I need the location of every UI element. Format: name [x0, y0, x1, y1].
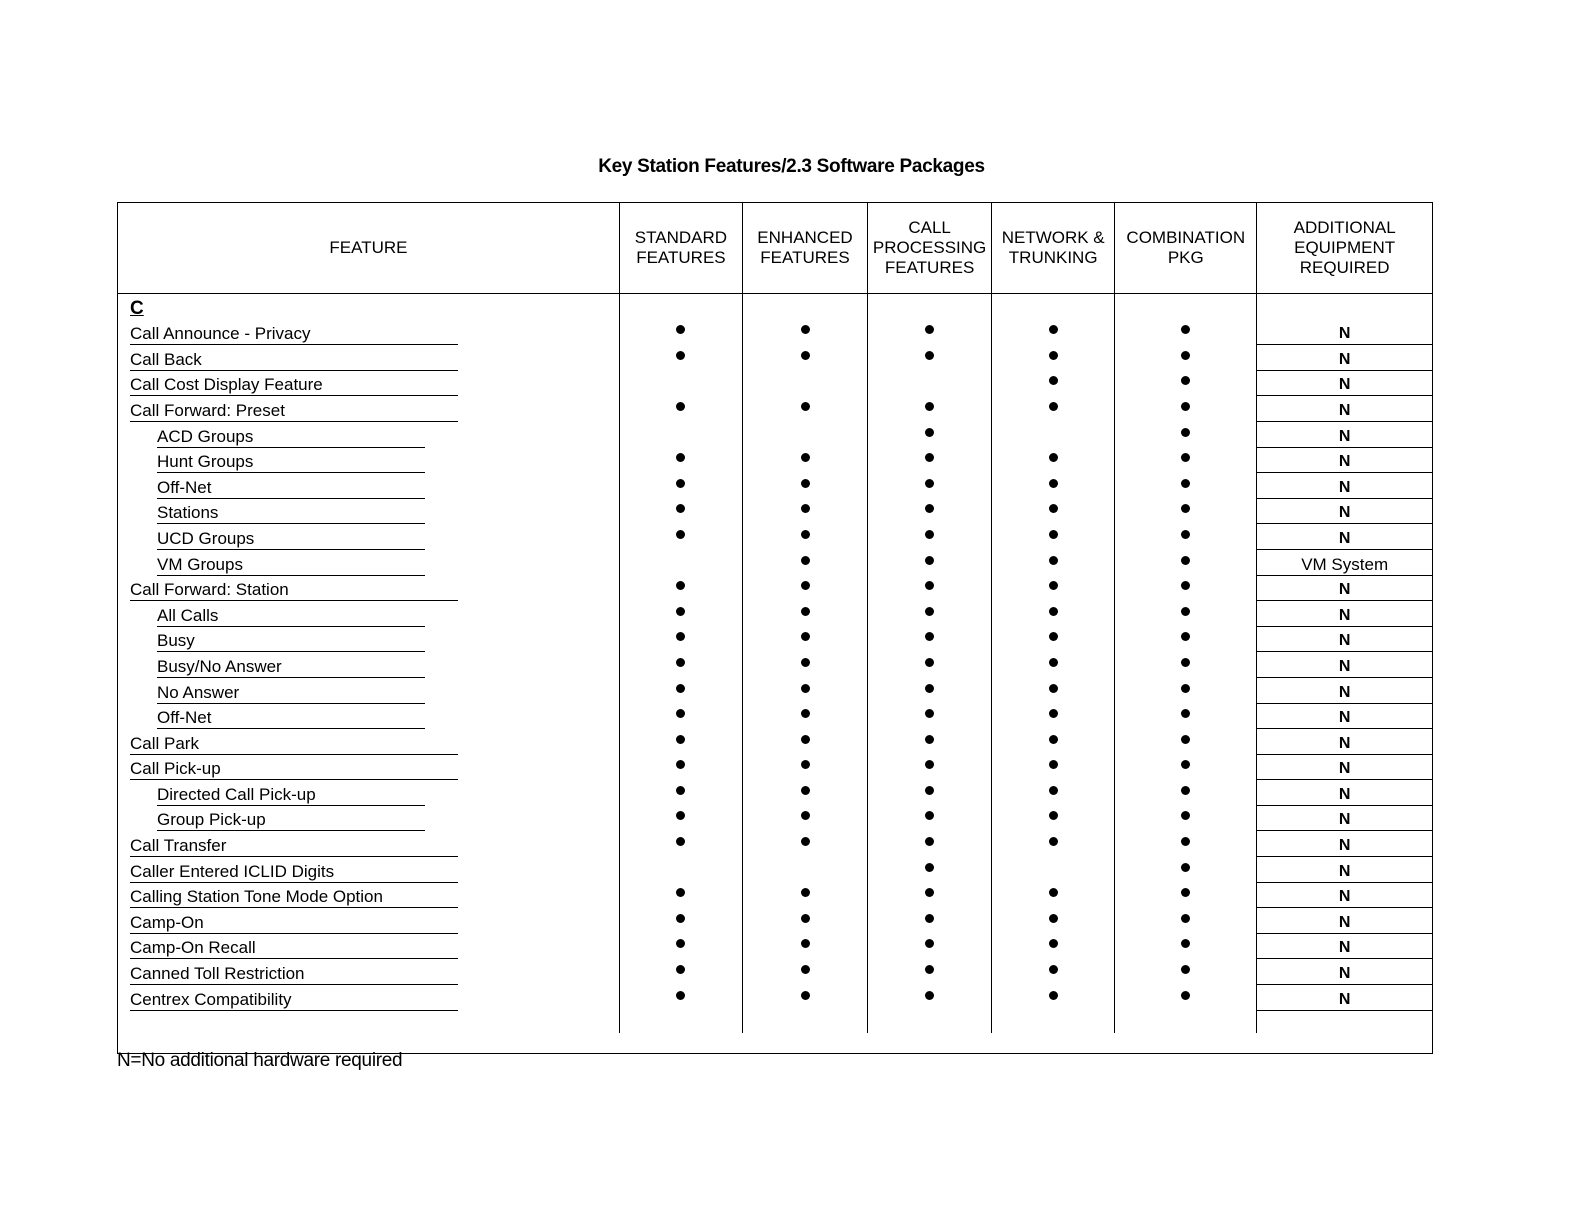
bullet-dot-icon: [1049, 402, 1058, 411]
feature-name: VM Groups: [157, 555, 425, 576]
bullet-dot-icon: [925, 991, 934, 1000]
table-row: [118, 883, 1432, 909]
bullet-dot-icon: [1181, 581, 1190, 590]
feature-name: Group Pick-up: [157, 810, 425, 831]
bullet-dot-icon: [676, 453, 685, 462]
bullet-dot-icon: [1049, 504, 1058, 513]
table-row: [118, 524, 1432, 550]
bullet-dot-icon: [1049, 837, 1058, 846]
feature-name: Canned Toll Restriction: [130, 964, 458, 985]
bullet-dot-icon: [801, 325, 810, 334]
bullet-dot-icon: [925, 325, 934, 334]
bullet-dot-icon: [676, 965, 685, 974]
bullet-dot-icon: [676, 581, 685, 590]
header-call-processing-features: CALL PROCESSING FEATURES: [868, 203, 992, 294]
bullet-dot-icon: [925, 760, 934, 769]
bullet-dot-icon: [925, 684, 934, 693]
header-network-trunking: NETWORK & TRUNKING: [992, 203, 1115, 294]
bullet-dot-icon: [676, 709, 685, 718]
header-enhanced-features: ENHANCED FEATURES: [742, 203, 867, 294]
bullet-dot-icon: [801, 760, 810, 769]
equipment-required-value: N: [1257, 579, 1432, 601]
bullet-dot-icon: [1181, 863, 1190, 872]
equipment-required-value: N: [1257, 502, 1432, 524]
bullet-dot-icon: [925, 504, 934, 513]
bullet-dot-icon: [1181, 658, 1190, 667]
bullet-dot-icon: [676, 402, 685, 411]
equipment-required-value: N: [1257, 861, 1432, 883]
bullet-dot-icon: [1181, 453, 1190, 462]
feature-name: Call Park: [130, 734, 458, 755]
feature-name: Camp-On: [130, 913, 458, 934]
bullet-dot-icon: [1181, 479, 1190, 488]
feature-name: Hunt Groups: [157, 452, 425, 473]
page-title: Key Station Features/2.3 Software Packages: [598, 156, 985, 177]
table-row: [118, 857, 1432, 883]
table-row: [118, 908, 1432, 934]
header-row: [118, 203, 1432, 294]
bullet-dot-icon: [1181, 504, 1190, 513]
table-row: [118, 985, 1432, 1011]
feature-name: Stations: [157, 503, 425, 524]
bullet-dot-icon: [1181, 811, 1190, 820]
bullet-dot-icon: [801, 811, 810, 820]
bullet-dot-icon: [676, 914, 685, 923]
bullet-dot-icon: [676, 786, 685, 795]
table-row: [118, 499, 1432, 525]
feature-name: Calling Station Tone Mode Option: [130, 887, 458, 908]
table-row: [118, 806, 1432, 832]
feature-name: Busy: [157, 631, 425, 652]
feature-name: Off-Net: [157, 708, 425, 729]
equipment-required-value: N: [1257, 656, 1432, 678]
equipment-required-value: N: [1257, 374, 1432, 396]
bullet-dot-icon: [1181, 632, 1190, 641]
bullet-dot-icon: [801, 786, 810, 795]
equipment-required-value: N: [1257, 733, 1432, 755]
table-row: [118, 627, 1432, 653]
bullet-dot-icon: [1181, 402, 1190, 411]
bullet-dot-icon: [925, 607, 934, 616]
bullet-dot-icon: [676, 351, 685, 360]
table-row: [118, 371, 1432, 397]
feature-name: Caller Entered ICLID Digits: [130, 862, 458, 883]
bullet-dot-icon: [801, 965, 810, 974]
table-row: [118, 396, 1432, 422]
bullet-dot-icon: [801, 453, 810, 462]
equipment-required-value: N: [1257, 605, 1432, 627]
bullet-dot-icon: [801, 351, 810, 360]
bullet-dot-icon: [676, 837, 685, 846]
bullet-dot-icon: [1181, 684, 1190, 693]
feature-name: Camp-On Recall: [130, 938, 458, 959]
feature-name: Directed Call Pick-up: [157, 785, 425, 806]
bullet-dot-icon: [1049, 965, 1058, 974]
bullet-dot-icon: [1181, 888, 1190, 897]
header-additional-equipment: ADDITIONAL EQUIPMENT REQUIRED: [1257, 203, 1432, 294]
bullet-dot-icon: [676, 991, 685, 1000]
bullet-dot-icon: [1049, 811, 1058, 820]
bullet-dot-icon: [1049, 325, 1058, 334]
bullet-dot-icon: [1181, 556, 1190, 565]
section-letter: C: [130, 297, 144, 319]
feature-name: Call Forward: Preset: [130, 401, 458, 422]
feature-name: Call Announce - Privacy: [130, 324, 458, 345]
equipment-required-value: N: [1257, 528, 1432, 550]
equipment-required-value: N: [1257, 707, 1432, 729]
bullet-dot-icon: [676, 811, 685, 820]
bullet-dot-icon: [1181, 735, 1190, 744]
bullet-dot-icon: [1049, 914, 1058, 923]
table-row: [118, 780, 1432, 806]
table-row: [118, 345, 1432, 371]
equipment-required-value: N: [1257, 937, 1432, 959]
bullet-dot-icon: [925, 811, 934, 820]
table-row: [118, 678, 1432, 704]
bullet-dot-icon: [1181, 914, 1190, 923]
bullet-dot-icon: [801, 658, 810, 667]
equipment-required-value: N: [1257, 477, 1432, 499]
bullet-dot-icon: [801, 735, 810, 744]
table-row: [118, 755, 1432, 781]
bullet-dot-icon: [925, 965, 934, 974]
equipment-required-value: N: [1257, 784, 1432, 806]
bullet-dot-icon: [1049, 376, 1058, 385]
bullet-dot-icon: [1181, 991, 1190, 1000]
feature-name: Centrex Compatibility: [130, 990, 458, 1011]
bullet-dot-icon: [801, 914, 810, 923]
feature-table: [118, 203, 1432, 1033]
bullet-dot-icon: [1049, 556, 1058, 565]
bullet-dot-icon: [801, 991, 810, 1000]
bullet-dot-icon: [925, 530, 934, 539]
equipment-required-value: N: [1257, 323, 1432, 345]
equipment-required-value: N: [1257, 989, 1432, 1011]
bullet-dot-icon: [1049, 607, 1058, 616]
section-row: [118, 294, 1432, 320]
table-row: [118, 652, 1432, 678]
table-row: [118, 422, 1432, 448]
bullet-dot-icon: [1181, 607, 1190, 616]
equipment-required-value: N: [1257, 886, 1432, 908]
bullet-dot-icon: [1049, 351, 1058, 360]
bullet-dot-icon: [925, 556, 934, 565]
feature-table-frame: [117, 202, 1433, 1054]
equipment-required-value: N: [1257, 758, 1432, 780]
bullet-dot-icon: [1181, 709, 1190, 718]
bullet-dot-icon: [1049, 530, 1058, 539]
table-row: [118, 831, 1432, 857]
bullet-dot-icon: [801, 607, 810, 616]
bullet-dot-icon: [676, 658, 685, 667]
bullet-dot-icon: [925, 479, 934, 488]
feature-name: UCD Groups: [157, 529, 425, 550]
table-row: [118, 576, 1432, 602]
equipment-required-value: N: [1257, 400, 1432, 422]
bullet-dot-icon: [801, 632, 810, 641]
table-row: [118, 320, 1432, 346]
bullet-dot-icon: [801, 709, 810, 718]
bullet-dot-icon: [1181, 325, 1190, 334]
bullet-dot-icon: [1181, 530, 1190, 539]
bullet-dot-icon: [676, 760, 685, 769]
bullet-dot-icon: [1049, 658, 1058, 667]
bullet-dot-icon: [801, 888, 810, 897]
bullet-dot-icon: [1181, 939, 1190, 948]
equipment-required-value: VM System: [1257, 554, 1432, 576]
bullet-dot-icon: [676, 479, 685, 488]
bullet-dot-icon: [676, 735, 685, 744]
footnote: N=No additional hardware required: [117, 1050, 403, 1071]
bullet-dot-icon: [925, 658, 934, 667]
bullet-dot-icon: [676, 888, 685, 897]
header-combination-pkg: COMBINATION PKG: [1115, 203, 1257, 294]
equipment-required-value: N: [1257, 630, 1432, 652]
feature-name: Call Pick-up: [130, 759, 458, 780]
equipment-required-value: N: [1257, 963, 1432, 985]
equipment-required-value: N: [1257, 912, 1432, 934]
equipment-required-value: N: [1257, 809, 1432, 831]
bullet-dot-icon: [1049, 453, 1058, 462]
feature-name: Off-Net: [157, 478, 425, 499]
empty-row: [118, 1011, 1432, 1033]
equipment-required-value: N: [1257, 835, 1432, 857]
bullet-dot-icon: [925, 402, 934, 411]
bullet-dot-icon: [1181, 786, 1190, 795]
bullet-dot-icon: [676, 684, 685, 693]
bullet-dot-icon: [676, 504, 685, 513]
table-row: [118, 959, 1432, 985]
bullet-dot-icon: [676, 607, 685, 616]
bullet-dot-icon: [925, 428, 934, 437]
bullet-dot-icon: [801, 479, 810, 488]
table-row: [118, 601, 1432, 627]
bullet-dot-icon: [1049, 632, 1058, 641]
bullet-dot-icon: [1049, 888, 1058, 897]
bullet-dot-icon: [801, 556, 810, 565]
bullet-dot-icon: [676, 325, 685, 334]
table-row: [118, 704, 1432, 730]
bullet-dot-icon: [1049, 479, 1058, 488]
bullet-dot-icon: [801, 402, 810, 411]
bullet-dot-icon: [676, 939, 685, 948]
equipment-required-value: N: [1257, 349, 1432, 371]
equipment-required-value: N: [1257, 682, 1432, 704]
feature-name: Busy/No Answer: [157, 657, 425, 678]
bullet-dot-icon: [1181, 760, 1190, 769]
bullet-dot-icon: [925, 786, 934, 795]
bullet-dot-icon: [1049, 684, 1058, 693]
feature-name: ACD Groups: [157, 427, 425, 448]
bullet-dot-icon: [1049, 581, 1058, 590]
bullet-dot-icon: [925, 888, 934, 897]
bullet-dot-icon: [1049, 991, 1058, 1000]
bullet-dot-icon: [801, 837, 810, 846]
bullet-dot-icon: [925, 581, 934, 590]
bullet-dot-icon: [925, 837, 934, 846]
feature-name: Call Forward: Station: [130, 580, 458, 601]
equipment-required-value: N: [1257, 426, 1432, 448]
bullet-dot-icon: [1181, 965, 1190, 974]
bullet-dot-icon: [925, 453, 934, 462]
feature-name: Call Back: [130, 350, 458, 371]
feature-name: All Calls: [157, 606, 425, 627]
table-row: [118, 729, 1432, 755]
bullet-dot-icon: [925, 863, 934, 872]
bullet-dot-icon: [925, 709, 934, 718]
bullet-dot-icon: [1049, 939, 1058, 948]
bullet-dot-icon: [1181, 837, 1190, 846]
feature-name: Call Transfer: [130, 836, 458, 857]
bullet-dot-icon: [925, 939, 934, 948]
table-row: [118, 448, 1432, 474]
bullet-dot-icon: [1049, 760, 1058, 769]
table-row: [118, 550, 1432, 576]
feature-name: No Answer: [157, 683, 425, 704]
bullet-dot-icon: [925, 632, 934, 641]
bullet-dot-icon: [1181, 428, 1190, 437]
bullet-dot-icon: [1049, 735, 1058, 744]
bullet-dot-icon: [801, 939, 810, 948]
bullet-dot-icon: [801, 504, 810, 513]
bullet-dot-icon: [1181, 376, 1190, 385]
bullet-dot-icon: [1049, 709, 1058, 718]
bullet-dot-icon: [676, 530, 685, 539]
header-standard-features: STANDARD FEATURES: [619, 203, 742, 294]
bullet-dot-icon: [801, 684, 810, 693]
bullet-dot-icon: [925, 735, 934, 744]
bullet-dot-icon: [676, 632, 685, 641]
table-row: [118, 473, 1432, 499]
equipment-required-value: N: [1257, 451, 1432, 473]
feature-name: Call Cost Display Feature: [130, 375, 458, 396]
header-feature: FEATURE: [118, 203, 619, 294]
bullet-dot-icon: [801, 581, 810, 590]
table-row: [118, 934, 1432, 960]
bullet-dot-icon: [801, 530, 810, 539]
bullet-dot-icon: [925, 914, 934, 923]
bullet-dot-icon: [1049, 786, 1058, 795]
bullet-dot-icon: [1181, 351, 1190, 360]
bullet-dot-icon: [925, 351, 934, 360]
